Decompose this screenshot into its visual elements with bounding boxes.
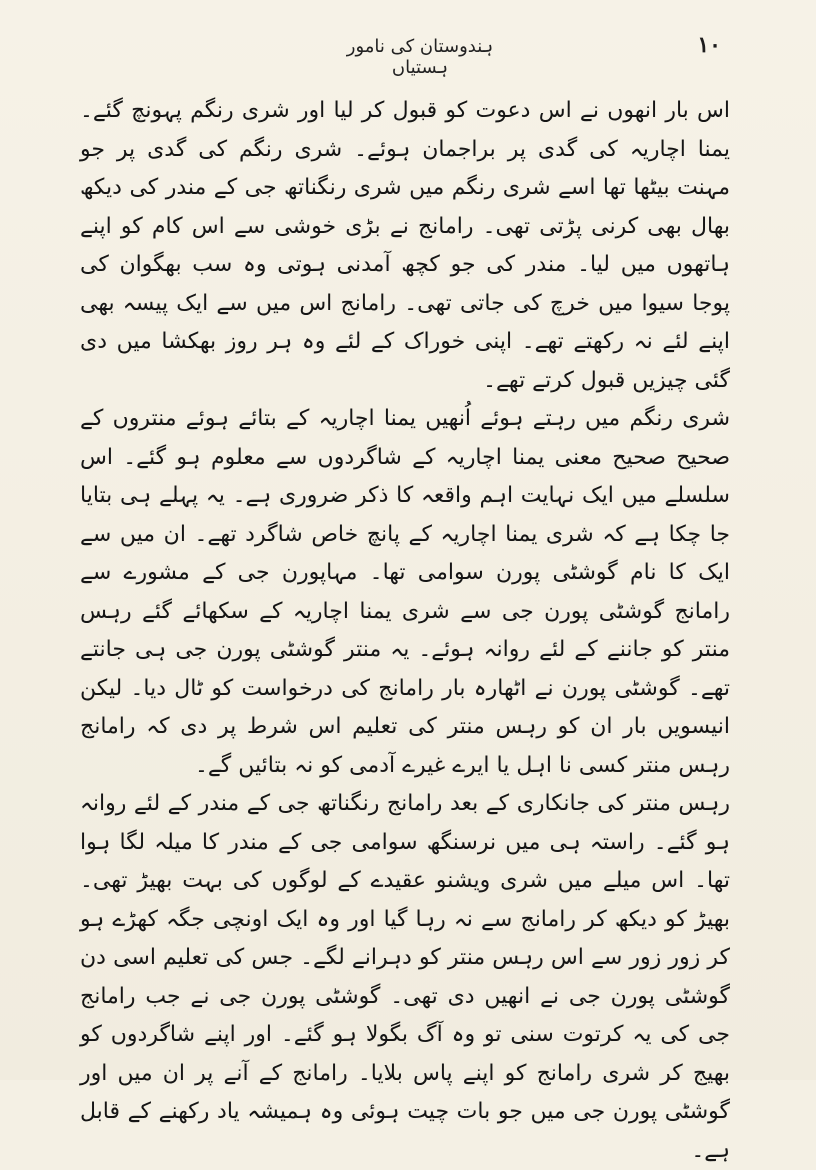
paragraph-3: رہس منتر کی جانکاری کے بعد رامانج رنگناتھ جی کے مندر کے لئے روانہ ہو گئے۔ راستہ ہی میں نرسنگھ سوامی جی کے مندر کا میلہ لگا ہوا تھا۔ اس میلے میں شری ویشنو عقیدے کے لوگوں کی بہت بھیڑ تھی۔ بھیڑ کو دیکھ کر رامانج سے نہ رہا گیا اور وہ ایک اونچی جگہ کھڑے ہو کر زور زور سے اس رہس منتر کو دہرانے لگے۔ جس کی تعلیم اسی دن گوشٹی پورن جی نے انھیں دی تھی۔ گوشٹی پورن جی نے جب رامانج جی کی یہ کرتوت سنی تو وہ آگ بگولا ہو گئے۔ اور اپنے شاگردوں کو بھیج کر شری رامانج کو اپنے پاس بلایا۔ رامانج کے آنے پر ان میں اور گوشٹی پورن جی میں جو بات چیت ہوئی وہ ہمیشہ یاد رکھنے کے قابل ہے۔ — [80, 791, 730, 1163]
page-number: ۱۰ — [697, 32, 721, 58]
running-title: ہندوستان کی نامور ہستیاں — [346, 36, 494, 78]
paragraph-1: اس بار انھوں نے اس دعوت کو قبول کر لیا اور شری رنگم پہونچ گئے۔ یمنا اچاریہ کی گدی پر براجمان ہوئے۔ شری رنگم کی گدی پر جو مہنت بیٹھا تھا اسے شری رنگم میں شری رنگناتھ جی کے مندر کی دیکھ بھال بھی کرنی پڑتی تھی۔ رامانج نے بڑی خوشی سے اس کام کو اپنے ہاتھوں میں لیا۔ مندر کی جو کچھ آمدنی ہوتی وہ سب بھگوان کی پوجا سیوا میں خرچ کی جاتی تھی۔ رامانج اس میں سے ایک پیسہ بھی اپنے لئے نہ رکھتے تھے۔ اپنی خوراک کے لئے وہ ہر روز بھکشا میں دی گئی چیزیں قبول کرتے تھے۔ — [80, 98, 730, 393]
paragraph-2: شری رنگم میں رہتے ہوئے اُنھیں یمنا اچاریہ کے بتائے ہوئے منتروں کے صحیح صحیح معنی یمنا اچاریہ کے شاگردوں سے معلوم ہو گئے۔ اس سلسلے میں ایک نہایت اہم واقعہ کا ذکر ضروری ہے۔ یہ پہلے ہی بتایا جا چکا ہے کہ شری یمنا اچاریہ کے پانچ خاص شاگرد تھے۔ ان میں سے ایک کا نام گوشٹی پورن سوامی تھا۔ مہاپورن جی کے مشورے سے رامانج گوشٹی پورن جی سے شری یمنا اچاریہ کے سکھائے گئے رہس منتر کو جاننے کے لئے روانہ ہوئے۔ یہ منتر گوشٹی پورن جی ہی جانتے تھے۔ گوشٹی پورن نے اٹھارہ بار رامانج کی درخواست کو ٹال دیا۔ لیکن انیسویں بار ان کو رہس منتر کی تعلیم اس شرط پر دی کہ رامانج رہس منتر کسی نا اہل یا ایرے غیرے آدمی کو نہ بتائیں گے۔ — [80, 406, 730, 778]
page-header — [70, 26, 721, 78]
body-text — [80, 92, 730, 1170]
